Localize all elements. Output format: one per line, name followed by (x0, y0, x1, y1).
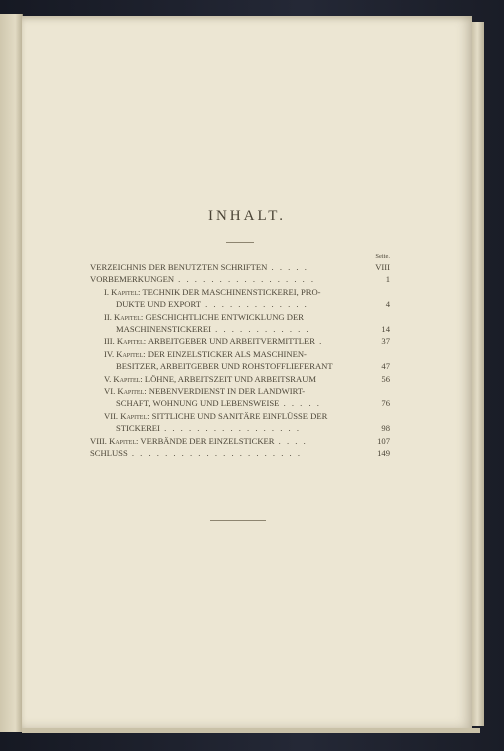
toc-entry (90, 335, 390, 347)
leader-dots: . . . . . . . . . . . . (211, 324, 311, 335)
chapter-label: Kapitel: (113, 373, 143, 384)
chapter-label: Kapitel: (117, 386, 147, 397)
leader-dots: . . . . . (279, 398, 321, 409)
entry-page: 56 (381, 373, 390, 384)
chapter-label: Kapitel: (109, 435, 139, 446)
toc-entry (90, 410, 390, 435)
chapter-number: IV. (104, 348, 115, 359)
page-bottom-edge (22, 728, 480, 733)
chapter-number: V. (104, 373, 112, 384)
leader-dots: . . . . . . . . . . . . . . . . . (174, 274, 316, 285)
chapter-label: Kapitel: (111, 286, 141, 297)
leader-dots: . . . . . (267, 262, 309, 272)
entry-title-cont: SCHAFT, WOHNUNG UND LEBENSWEISE (116, 398, 280, 409)
page-stack-edge (472, 22, 484, 726)
entry-title: VERZEICHNIS DER BENUTZTEN SCHRIFTEN (90, 262, 268, 272)
entry-page: 76 (381, 398, 390, 409)
entry-title: SCHLUSS (90, 448, 128, 459)
leader-dots: . (314, 336, 324, 347)
chapter-label: Kapitel: (114, 311, 144, 322)
entry-title: NEBENVERDIENST IN DER LANDWIRT- (148, 386, 306, 397)
entry-page: VIII (375, 262, 390, 272)
entry-title: SITTLICHE UND SANITÄRE EINFLÜSSE DER (151, 410, 328, 421)
leader-dots: . . . . . . . . . . . . . . . . . . . . . (127, 448, 302, 459)
chapter-number: II. (104, 311, 112, 322)
chapter-label: Kapitel: (116, 348, 146, 359)
leader-dots: . . . . . . . . . . . . . . . . . (159, 423, 301, 434)
entry-title: LÖHNE, ARBEITSZEIT UND ARBEITSRAUM (144, 373, 317, 384)
entry-page: 4 (385, 299, 390, 310)
left-page-leaf (0, 14, 23, 732)
table-of-contents (90, 252, 390, 460)
title-rule (226, 242, 254, 243)
entry-title: DER EINZELSTICKER ALS MASCHINEN- (147, 348, 307, 359)
chapter-number: VIII. (90, 435, 107, 446)
toc-entry (90, 273, 390, 285)
chapter-label: Kapitel: (116, 336, 147, 347)
entry-title: GESCHICHTLICHE ENTWICKLUNG DER (145, 311, 304, 322)
page-column-label: Seite. (375, 253, 390, 260)
toc-entry (90, 348, 390, 373)
bottom-rule (210, 520, 266, 521)
toc-entry (90, 311, 390, 336)
leader-dots: . . . . . . . . . . . . . (200, 299, 309, 310)
entry-title: TECHNIK DER MASCHINENSTICKEREI, PRO- (142, 286, 321, 297)
chapter-number: III. (104, 336, 115, 347)
chapter-number: I. (104, 286, 110, 297)
entry-page: 149 (377, 448, 390, 459)
chapter-label: Kapitel: (120, 410, 150, 421)
entry-title-cont: MASCHINENSTICKEREI (116, 324, 212, 335)
entry-title-cont: BESITZER, ARBEITGEBER UND ROHSTOFFLIEFERANT (116, 361, 333, 372)
entry-page: 14 (381, 324, 390, 335)
page-title: INHALT. (207, 208, 287, 224)
entry-page: 47 (381, 361, 390, 372)
entry-title: VERBÄNDE DER EINZELSTICKER (140, 435, 275, 446)
toc-entry (90, 261, 390, 273)
entry-page: 98 (381, 423, 390, 434)
leader-dots: . . . . (274, 435, 308, 446)
entry-title-cont: STICKEREI (116, 423, 160, 434)
chapter-number: VII. (104, 410, 119, 421)
entry-page: 37 (381, 336, 390, 347)
entry-page: 1 (385, 274, 390, 285)
entry-title: ARBEITGEBER UND ARBEITVERMITTLER (147, 336, 315, 347)
toc-entry (90, 286, 390, 311)
toc-entry (90, 435, 390, 447)
toc-entry (90, 373, 390, 385)
toc-entry (90, 447, 390, 459)
chapter-number: VI. (104, 386, 116, 397)
entry-title: VORBEMERKUNGEN (90, 274, 175, 285)
entry-page: 107 (377, 435, 390, 446)
toc-entry (90, 385, 390, 410)
entry-title-cont: DUKTE UND EXPORT (116, 299, 201, 310)
